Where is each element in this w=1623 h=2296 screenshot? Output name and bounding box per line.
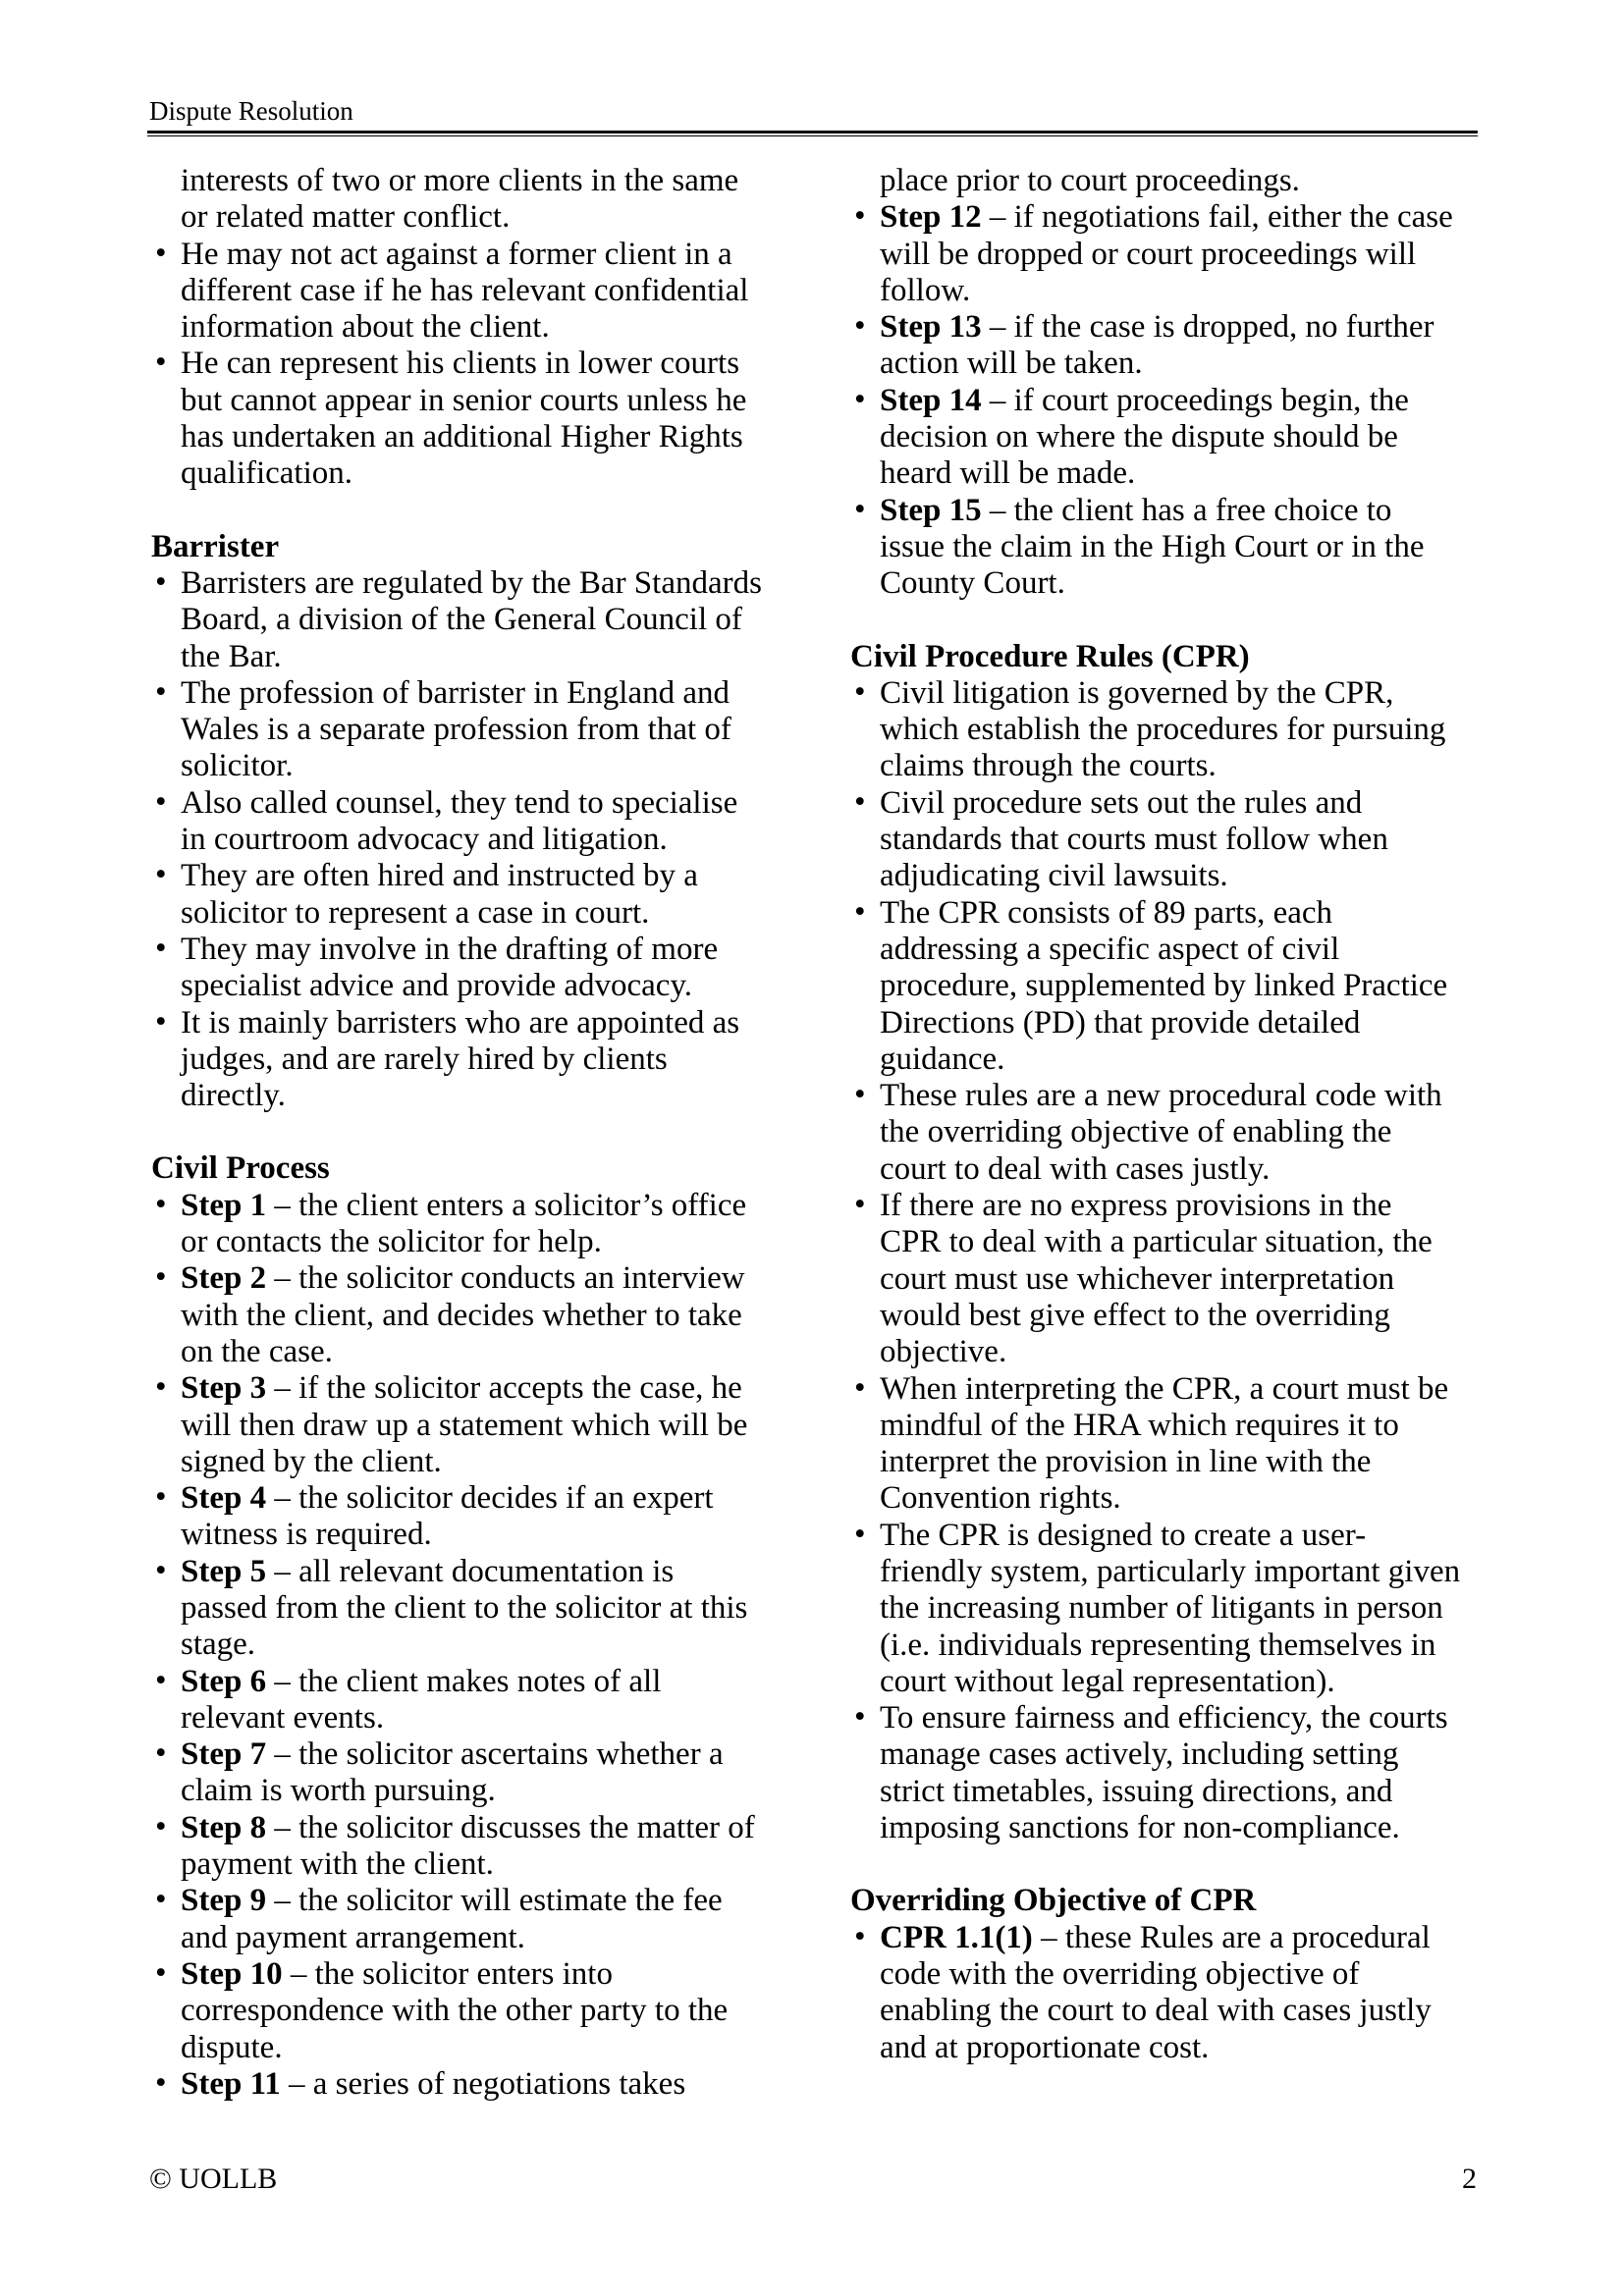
bullet-icon: • — [854, 491, 866, 527]
bullet-item — [850, 895, 1461, 1078]
item-text: Civil litigation is governed by the CPR, which establish the procedures for pursuing claims through the courts. — [880, 674, 1446, 784]
item-text: When interpreting the CPR, a court must be mindful of the HRA which requires it to interpret the provision in line with the Convention rights. — [880, 1370, 1449, 1517]
bullet-icon: • — [155, 1369, 167, 1406]
bullet-item — [151, 1810, 762, 1884]
bullet-icon: • — [854, 673, 866, 710]
right-column — [850, 163, 1461, 2103]
bullet-item — [151, 1664, 762, 1737]
item-text: The CPR consists of 89 parts, each addressing a specific aspect of civil procedure, supplemented by linked Practice Directions (PD) that provide detailed guidance. — [880, 894, 1448, 1077]
bullet-item — [151, 2066, 762, 2103]
bullet-icon: • — [854, 381, 866, 417]
bullet-icon: • — [854, 893, 866, 930]
bullet-icon: • — [155, 1186, 167, 1222]
bullet-icon: • — [155, 930, 167, 966]
bullet-icon: • — [155, 1954, 167, 1991]
item-text: Step 1 – the client enters a solicitor’s office or contacts the solicitor for help. — [181, 1187, 747, 1260]
bullet-icon: • — [854, 1918, 866, 1954]
bullet-item — [850, 1700, 1461, 1846]
bullet-item — [151, 1260, 762, 1370]
bullet-item — [850, 1371, 1461, 1518]
bullet-item — [850, 675, 1461, 785]
bullet-item — [151, 1956, 762, 2066]
bullet-icon: • — [854, 783, 866, 820]
item-text: Step 13 – if the case is dropped, no further action will be taken. — [880, 309, 1434, 382]
item-text: Step 10 – the solicitor enters into correspondence with the other party to the dispute. — [181, 1955, 729, 2065]
paragraph-continuation — [850, 163, 1461, 199]
bullet-item — [151, 785, 762, 859]
header-title: Dispute Resolution — [149, 96, 353, 126]
bullet-icon: • — [854, 1699, 866, 1735]
item-text: Step 3 – if the solicitor accepts the case, he will then draw up a statement which will be signed by the client. — [181, 1370, 748, 1479]
bullet-item — [850, 1920, 1461, 2066]
item-text: Step 15 – the client has a free choice to issue the claim in the High Court or in the County Court. — [880, 492, 1425, 602]
item-text: Step 14 – if court proceedings begin, the decision on where the dispute should be heard will be made. — [880, 382, 1409, 492]
bullet-item — [151, 675, 762, 785]
bullet-item — [151, 346, 762, 492]
item-text: It is mainly barristers who are appointed as judges, and are rarely hired by clients directly. — [181, 1004, 740, 1114]
bullet-item — [151, 565, 762, 675]
item-text: Barristers are regulated by the Bar Standards Board, a division of the General Council of the Bar. — [181, 564, 762, 674]
bullet-icon: • — [155, 2064, 167, 2101]
section-heading: Barrister — [151, 528, 280, 564]
bullet-icon: • — [155, 1479, 167, 1516]
bullet-item — [850, 785, 1461, 895]
item-text: Step 9 – the solicitor will estimate the fee and payment arrangement. — [181, 1883, 723, 1955]
item-text: The CPR is designed to create a user-friendly system, particularly important given the increasing number of litigants in person (i.e. individuals representing themselves in court without legal representation). — [880, 1517, 1461, 1699]
two-column-body — [151, 163, 1461, 2103]
section-heading: Civil Process — [151, 1150, 330, 1187]
item-text: Step 11 – a series of negotiations takes — [181, 2065, 686, 2102]
item-text: He may not act against a former client in a different case if he has relevant confidential information about the client. — [181, 236, 749, 346]
bullet-icon: • — [854, 1516, 866, 1552]
bullet-item — [850, 1078, 1461, 1188]
bullet-item — [850, 1518, 1461, 1700]
item-text: Step 12 – if negotiations fail, either the case will be dropped or court proceedings will follow. — [880, 199, 1453, 308]
item-text: CPR 1.1(1) – these Rules are a procedural code with the overriding objective of enabling the court to deal with cases justly and at proportionate cost. — [880, 1919, 1432, 2065]
bullet-item — [151, 1480, 762, 1554]
bullet-item — [151, 237, 762, 347]
item-text: These rules are a new procedural code with the overriding objective of enabling the court to deal with cases justly. — [880, 1078, 1442, 1187]
bullet-icon: • — [854, 1187, 866, 1223]
item-text: The profession of barrister in England and Wales is a separate profession from that of solicitor. — [181, 674, 731, 784]
bullet-item — [850, 493, 1461, 603]
item-text: Step 4 – the solicitor decides if an expert witness is required. — [181, 1480, 714, 1553]
bullet-icon: • — [155, 783, 167, 820]
bullet-item — [151, 1370, 762, 1480]
bullet-icon: • — [155, 563, 167, 600]
item-text: Step 8 – the solicitor discusses the matter of payment with the client. — [181, 1809, 755, 1883]
bullet-icon: • — [155, 1259, 167, 1296]
bullet-icon: • — [155, 1808, 167, 1844]
bullet-icon: • — [155, 1882, 167, 1918]
bullet-icon: • — [155, 345, 167, 381]
bullet-item — [151, 1005, 762, 1115]
header-rule — [147, 131, 1478, 136]
item-text: They are often hired and instructed by a solicitor to represent a case in court. — [181, 858, 698, 931]
bullet-icon: • — [155, 673, 167, 710]
page-footer — [149, 2162, 1477, 2197]
bullet-item — [850, 1188, 1461, 1370]
item-text: To ensure fairness and efficiency, the courts manage cases actively, including setting strict timetables, issuing directions, and imposing sanctions for non-compliance. — [880, 1700, 1448, 1846]
left-column — [151, 163, 762, 2103]
item-text: They may involve in the drafting of more specialist advice and provide advocacy. — [181, 931, 719, 1004]
item-text: Step 5 – all relevant documentation is passed from the client to the solicitor at this stage. — [181, 1553, 748, 1663]
item-text: Also called counsel, they tend to specialise in courtroom advocacy and litigation. — [181, 784, 738, 858]
bullet-icon: • — [854, 1077, 866, 1113]
paragraph-continuation — [151, 163, 762, 237]
bullet-item — [151, 1188, 762, 1261]
bullet-item — [151, 1883, 762, 1956]
item-text: Civil procedure sets out the rules and standards that courts must follow when adjudicating civil lawsuits. — [880, 784, 1388, 894]
item-text: Step 7 – the solicitor ascertains whether a claim is worth pursuing. — [181, 1736, 724, 1809]
bullet-icon: • — [155, 1662, 167, 1698]
item-text: If there are no express provisions in the CPR to deal with a particular situation, the court must use whichever interpretation would best give effect to the overriding objective. — [880, 1188, 1433, 1370]
bullet-icon: • — [155, 1003, 167, 1040]
bullet-item — [850, 199, 1461, 309]
item-text: Step 2 – the solicitor conducts an interview with the client, and decides whether to take on the case. — [181, 1260, 745, 1369]
footer-copyright: © UOLLB — [149, 2163, 278, 2195]
item-text: interests of two or more clients in the same or related matter conflict. — [181, 163, 739, 236]
bullet-icon: • — [155, 857, 167, 893]
bullet-item — [151, 932, 762, 1005]
section-heading: Overriding Objective of CPR — [850, 1883, 1257, 1919]
section-heading: Civil Procedure Rules (CPR) — [850, 638, 1250, 674]
bullet-item — [850, 383, 1461, 493]
bullet-icon: • — [155, 235, 167, 271]
bullet-icon: • — [854, 1369, 866, 1406]
bullet-icon: • — [155, 1735, 167, 1772]
item-text: place prior to court proceedings. — [880, 163, 1300, 198]
item-text: Step 6 – the client makes notes of all relevant events. — [181, 1663, 662, 1735]
bullet-icon: • — [854, 198, 866, 235]
item-text: He can represent his clients in lower courts but cannot appear in senior courts unless he has undertaken an additional Higher Rights qualification. — [181, 346, 747, 492]
bullet-item — [151, 858, 762, 932]
bullet-icon: • — [854, 308, 866, 345]
bullet-icon: • — [155, 1552, 167, 1588]
bullet-item — [151, 1554, 762, 1664]
bullet-item — [151, 1736, 762, 1810]
page-number: 2 — [1462, 2163, 1477, 2195]
bullet-item — [850, 309, 1461, 383]
